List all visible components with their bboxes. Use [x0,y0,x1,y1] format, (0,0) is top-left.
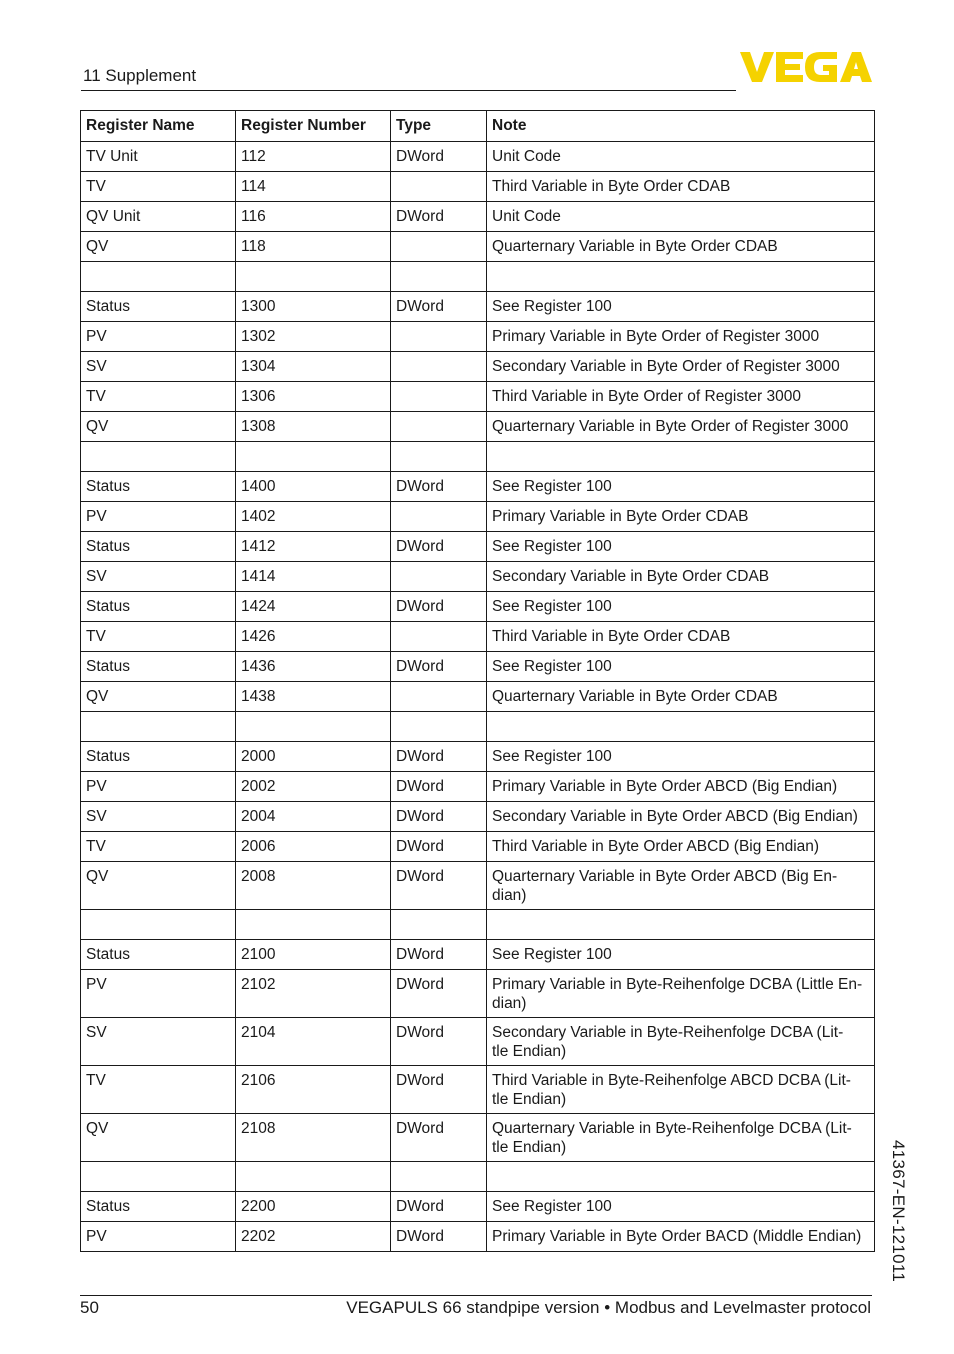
cell-register-number: 114 [236,172,391,202]
table-header-row [81,111,875,142]
footer-title: VEGAPULS 66 standpipe version • Modbus and Levelmaster protocol [346,1298,871,1317]
vega-logo [740,52,872,82]
table-row [81,412,875,442]
cell-register-number: 2200 [236,1192,391,1222]
cell-register-name: PV [81,322,236,352]
cell-note: Primary Variable in Byte Order BACD (Middle Endian) [487,1222,875,1252]
cell-type: DWord [391,742,487,772]
cell-type [391,262,487,292]
cell-type [391,622,487,652]
cell-type [391,712,487,742]
cell-note: See Register 100 [487,1192,875,1222]
cell-note [487,262,875,292]
cell-note: Primary Variable in Byte Order of Register 3000 [487,322,875,352]
cell-note [487,712,875,742]
cell-register-number [236,712,391,742]
cell-register-number: 2008 [236,862,391,910]
cell-register-name: PV [81,502,236,532]
column-header-register-number: Register Number [236,111,391,142]
cell-note: Primary Variable in Byte-Reihenfolge DCBA (Little En- dian) [487,970,875,1018]
page-number: 50 [80,1298,99,1317]
cell-register-name: Status [81,652,236,682]
cell-register-name: Status [81,940,236,970]
cell-register-number: 1300 [236,292,391,322]
cell-register-number: 2202 [236,1222,391,1252]
cell-type [391,1162,487,1192]
cell-register-number: 1306 [236,382,391,412]
cell-register-number: 2106 [236,1066,391,1114]
cell-type: DWord [391,472,487,502]
table-row [81,682,875,712]
cell-type: DWord [391,652,487,682]
cell-register-name: PV [81,772,236,802]
column-header-type: Type [391,111,487,142]
cell-register-name: QV [81,412,236,442]
table-row [81,322,875,352]
cell-register-number [236,1162,391,1192]
table-row [81,562,875,592]
table-row [81,202,875,232]
cell-type: DWord [391,592,487,622]
cell-register-name: Status [81,472,236,502]
cell-note: Secondary Variable in Byte Order of Register 3000 [487,352,875,382]
cell-register-number: 1402 [236,502,391,532]
table-row [81,262,875,292]
table-row [81,832,875,862]
cell-type: DWord [391,970,487,1018]
cell-type [391,502,487,532]
cell-note: See Register 100 [487,652,875,682]
table-row [81,592,875,622]
cell-register-name: SV [81,352,236,382]
table-row [81,940,875,970]
cell-type: DWord [391,1114,487,1162]
table-row [81,352,875,382]
cell-type: DWord [391,202,487,232]
table-row [81,742,875,772]
cell-type: DWord [391,1222,487,1252]
cell-note: See Register 100 [487,742,875,772]
cell-register-number [236,442,391,472]
cell-note: Quarternary Variable in Byte Order CDAB [487,232,875,262]
footer-divider [80,1295,872,1296]
cell-register-name: Status [81,1192,236,1222]
cell-register-number [236,262,391,292]
cell-note: Third Variable in Byte Order CDAB [487,622,875,652]
cell-register-number: 1412 [236,532,391,562]
column-header-register-name: Register Name [81,111,236,142]
cell-register-name: Status [81,592,236,622]
table-row [81,772,875,802]
cell-register-name: QV [81,862,236,910]
cell-register-name: QV [81,682,236,712]
cell-note: See Register 100 [487,532,875,562]
cell-register-number: 1308 [236,412,391,442]
table-row [81,652,875,682]
table-row [81,442,875,472]
table-row [81,1066,875,1114]
cell-type [391,172,487,202]
cell-type: DWord [391,772,487,802]
section-title: 11 Supplement [83,66,197,85]
cell-register-number: 2006 [236,832,391,862]
cell-register-name: TV Unit [81,142,236,172]
cell-register-name: SV [81,802,236,832]
cell-type: DWord [391,1066,487,1114]
cell-type [391,232,487,262]
cell-register-name: PV [81,1222,236,1252]
cell-register-number: 1436 [236,652,391,682]
table-row [81,502,875,532]
cell-register-number: 2104 [236,1018,391,1066]
cell-type: DWord [391,862,487,910]
cell-type: DWord [391,292,487,322]
cell-register-name: Status [81,292,236,322]
table-row [81,970,875,1018]
cell-note [487,910,875,940]
cell-type: DWord [391,940,487,970]
cell-type [391,352,487,382]
cell-note: Secondary Variable in Byte Order CDAB [487,562,875,592]
cell-note: Third Variable in Byte Order CDAB [487,172,875,202]
cell-register-number: 1304 [236,352,391,382]
cell-register-name: TV [81,622,236,652]
cell-note: See Register 100 [487,940,875,970]
table-row [81,1018,875,1066]
table-row [81,532,875,562]
cell-type [391,412,487,442]
cell-type [391,682,487,712]
cell-note: Quarternary Variable in Byte Order of Register 3000 [487,412,875,442]
header-divider [81,90,736,91]
cell-note: Primary Variable in Byte Order ABCD (Big Endian) [487,772,875,802]
cell-register-number: 1424 [236,592,391,622]
cell-register-name [81,910,236,940]
cell-type: DWord [391,142,487,172]
table-body [81,142,875,1252]
cell-register-name [81,712,236,742]
cell-note: Quarternary Variable in Byte Order ABCD (Big En- dian) [487,862,875,910]
table-row [81,1162,875,1192]
table-row [81,1222,875,1252]
table-row [81,910,875,940]
table-row [81,1114,875,1162]
cell-register-name: TV [81,172,236,202]
cell-note [487,442,875,472]
register-table [80,110,875,1252]
cell-register-name: TV [81,832,236,862]
table-row [81,172,875,202]
cell-type: DWord [391,832,487,862]
cell-register-name: QV Unit [81,202,236,232]
table-row [81,472,875,502]
cell-type: DWord [391,1192,487,1222]
cell-register-name: TV [81,1066,236,1114]
cell-register-name: Status [81,532,236,562]
table-row [81,622,875,652]
cell-register-name: TV [81,382,236,412]
cell-register-number: 2100 [236,940,391,970]
cell-note: Third Variable in Byte Order of Register 3000 [487,382,875,412]
cell-note: Unit Code [487,142,875,172]
cell-register-name: QV [81,1114,236,1162]
cell-register-name [81,442,236,472]
cell-note: Third Variable in Byte Order ABCD (Big Endian) [487,832,875,862]
table-row [81,712,875,742]
cell-register-name: SV [81,1018,236,1066]
cell-register-number: 1400 [236,472,391,502]
cell-note: See Register 100 [487,292,875,322]
cell-register-number: 1438 [236,682,391,712]
column-header-note: Note [487,111,875,142]
cell-type [391,382,487,412]
cell-register-number: 1414 [236,562,391,592]
cell-register-number: 116 [236,202,391,232]
table-row [81,802,875,832]
cell-type [391,910,487,940]
cell-register-number [236,910,391,940]
cell-note: Third Variable in Byte-Reihenfolge ABCD DCBA (Lit- tle Endian) [487,1066,875,1114]
table-row [81,1192,875,1222]
cell-register-number: 2002 [236,772,391,802]
cell-register-name [81,262,236,292]
table-row [81,142,875,172]
cell-register-number: 2004 [236,802,391,832]
cell-note: Quarternary Variable in Byte-Reihenfolge DCBA (Lit- tle Endian) [487,1114,875,1162]
cell-type: DWord [391,532,487,562]
cell-type [391,562,487,592]
cell-register-number: 118 [236,232,391,262]
cell-register-number: 2000 [236,742,391,772]
document-code: 41367-EN-121011 [889,1140,908,1283]
cell-note: Secondary Variable in Byte-Reihenfolge DCBA (Lit- tle Endian) [487,1018,875,1066]
table-row [81,232,875,262]
cell-note: See Register 100 [487,472,875,502]
cell-register-number: 1302 [236,322,391,352]
cell-register-name: QV [81,232,236,262]
cell-register-name: SV [81,562,236,592]
cell-register-name [81,1162,236,1192]
cell-register-name: Status [81,742,236,772]
table-row [81,382,875,412]
cell-type: DWord [391,1018,487,1066]
vega-logo-graphic [740,52,872,82]
cell-note: Unit Code [487,202,875,232]
cell-note [487,1162,875,1192]
cell-register-number: 2108 [236,1114,391,1162]
cell-type [391,322,487,352]
cell-type [391,442,487,472]
cell-note: Quarternary Variable in Byte Order CDAB [487,682,875,712]
cell-note: Secondary Variable in Byte Order ABCD (Big Endian) [487,802,875,832]
cell-register-number: 2102 [236,970,391,1018]
table-row [81,292,875,322]
cell-note: See Register 100 [487,592,875,622]
cell-register-name: PV [81,970,236,1018]
cell-note: Primary Variable in Byte Order CDAB [487,502,875,532]
cell-type: DWord [391,802,487,832]
cell-register-number: 112 [236,142,391,172]
cell-register-number: 1426 [236,622,391,652]
table-row [81,862,875,910]
